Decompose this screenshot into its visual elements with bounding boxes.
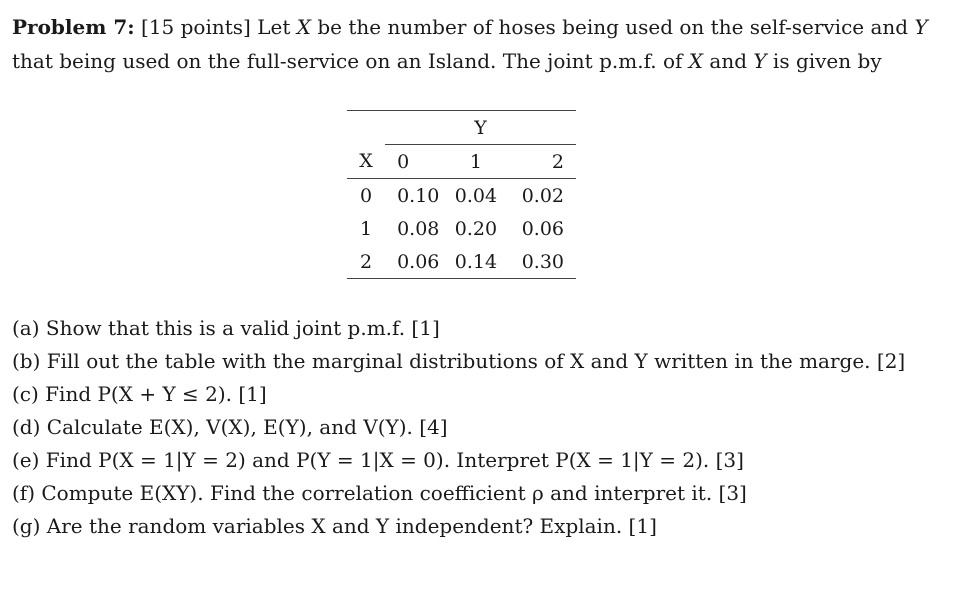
joint-pmf-table <box>347 110 576 279</box>
question-a: (a) Show that this is a valid joint p.m.f. [1] <box>12 316 440 340</box>
x-value: 0 <box>360 184 373 207</box>
table-cell: 0.10 <box>397 184 440 207</box>
problem-label: Problem 7: <box>12 15 135 39</box>
table-row <box>347 245 576 279</box>
question-c: (c) Find P(X + Y ≤ 2). [1] <box>12 382 267 406</box>
table-cell: 0.30 <box>505 245 576 279</box>
x-value: 2 <box>347 245 385 279</box>
table-cell: 0.08 <box>397 217 440 240</box>
question-f: (f) Compute E(XY). Find the correlation coefficient ρ and interpret it. [3] <box>12 481 747 505</box>
table-cell: 0.14 <box>447 245 506 279</box>
var-y: Y <box>914 15 928 39</box>
y-value-1: 1 <box>447 145 506 179</box>
intro-text-5: is given by <box>766 49 882 73</box>
table-cell: 0.06 <box>385 245 446 279</box>
x-header: X <box>347 145 385 179</box>
table-row <box>347 179 576 213</box>
table-cell: 0.20 <box>454 217 498 240</box>
intro-text-3: that being used on the full-service on an Island. The joint p.m.f. of <box>12 49 689 73</box>
question-e: (e) Find P(X = 1|Y = 2) and P(Y = 1|X = 0). Interpret P(X = 1|Y = 2). [3] <box>12 448 744 472</box>
table-cell: 0.04 <box>454 184 498 207</box>
table-cell: 0.02 <box>521 184 564 207</box>
x-value: 1 <box>360 217 373 240</box>
question-d: (d) Calculate E(X), V(X), E(Y), and V(Y). [4] <box>12 415 448 439</box>
var-x-2: X <box>688 49 704 73</box>
intro-text-1: Let <box>250 15 297 39</box>
y-value-0: 0 <box>385 145 446 179</box>
y-header: Y <box>385 111 576 145</box>
table-cell: 0.06 <box>521 217 564 240</box>
question-list <box>12 312 972 543</box>
question-b: (b) Fill out the table with the marginal distributions of X and Y written in the marge. [2] <box>12 349 906 373</box>
var-x: X <box>296 15 311 39</box>
var-y-2: Y <box>753 49 767 73</box>
intro-text-4: and <box>703 49 754 73</box>
problem-points: [15 points] <box>141 15 251 39</box>
question-g: (g) Are the random variables X and Y independent? Explain. [1] <box>12 514 657 538</box>
problem-statement <box>12 10 967 78</box>
intro-text-2: be the number of hoses being used on the self-service and <box>310 15 915 39</box>
table-row <box>347 212 576 245</box>
y-value-2: 2 <box>505 145 576 179</box>
